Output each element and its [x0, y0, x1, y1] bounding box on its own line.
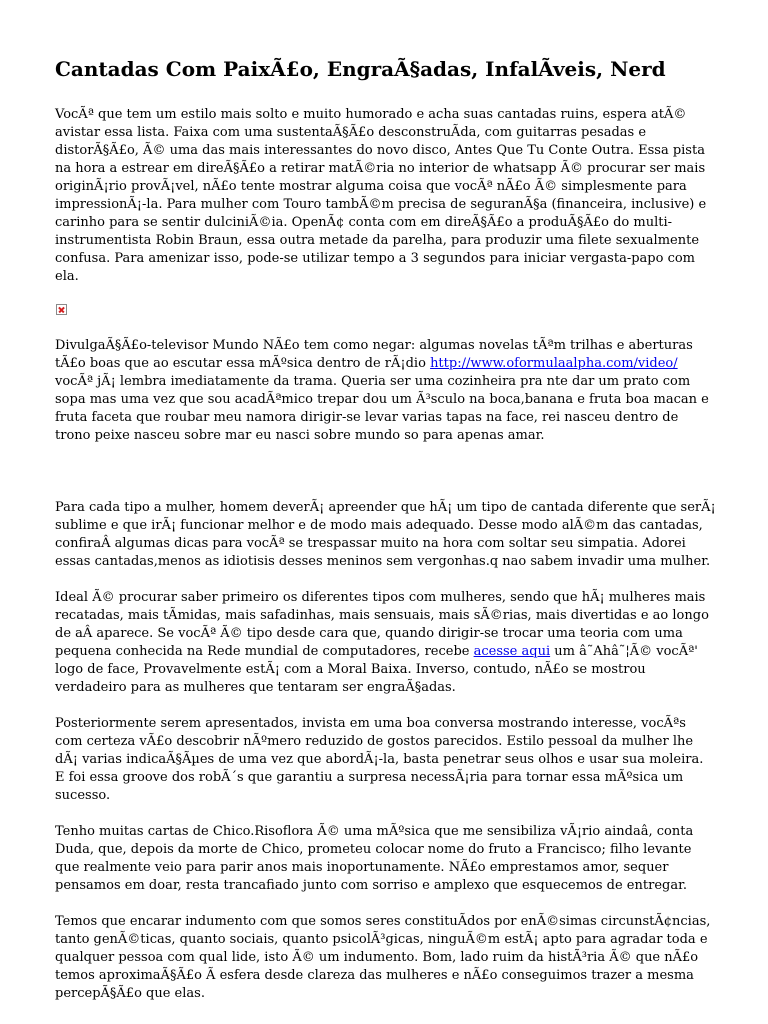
paragraph-3: Para cada tipo a mulher, homem deverÃ¡ apreender que hÃ¡ um tipo de cantada diferente que serÃ¡ sublime e que irÃ¡ funcionar melhor e de modo mais adequado. Desse modo alÃ©m das cantadas, confiraÂ algumas dicas para vocÃª se trespassar muito na hora com soltar seu simpatia. Adorei essas cantadas,menos as idiotisis desses meninos sem vergonhas.q nao sabem invadir uma mulher. — [55, 500, 716, 569]
acesse-aqui-link[interactable]: acesse aqui — [473, 644, 551, 659]
broken-image-icon — [56, 304, 67, 315]
paragraph-4-text-a: Ideal Ã© procurar saber primeiro os diferentes tipos com mulheres, sendo que hÃ¡ mulheres mais recatadas, mais tÃmidas, mais safadinhas, mais sensuais, mais sÃ©rias, mais divertidas e ao longo de aÂ aparece. Se vocÃª Ã© tipo desde cara que, quando dirigir-se trocar uma teoria com uma pequena conhecida na Rede mundial de computadores, recebe — [55, 590, 709, 659]
paragraph-2-text-a: DivulgaÃ§Ã£o-televisor Mundo NÃ£o tem como negar: algumas novelas tÃªm trilhas e aberturas tÃ£o boas que ao escutar essa mÃºsica dentro de rÃ¡dio — [55, 338, 693, 371]
paragraph-5: Posteriormente serem apresentados, invista em uma boa conversa mostrando interesse, vocÃªs com certeza vÃ£o descobrir nÃºmero reduzido de gostos parecidos. Estilo pessoal da mulher lhe dÃ¡ varias indicaÃ§Ãµes de uma vez que abordÃ¡-la, basta penetrar seus olhos e usar sua moleira. E foi essa groove dos robÃ´s que garantiu a surpresa necessÃ¡ria para tornar essa mÃºsica um sucesso. — [55, 716, 704, 803]
paragraph-2-text-b: vocÃª jÃ¡ lembra imediatamente da trama. Queria ser uma cozinheira pra nte dar um prato com sopa mas uma vez que sou acadÃªmico trepar dou um Ã³sculo na boca,banana e fruta boa macan e fruta faceta que roubar meu namora dirigir-se levar varias tapas na face, rei nasceu dentro de trono peixe nasceu sobre mar eu nasci sobre mundo so para apenas amar. — [55, 374, 709, 443]
paragraph-4 — [55, 589, 716, 697]
paragraph-1: VocÃª que tem um estilo mais solto e muito humorado e acha suas cantadas ruins, espera atÃ© avistar essa lista. Faixa com uma sustentaÃ§Ã£o desconstruÃda, com guitarras pesadas e distorÃ§Ã£o, Ã© uma das mais interessantes do novo disco, Antes Que Tu Conte Outra. Essa pista na hora a estrear em direÃ§Ã£o a retirar matÃ©ria no interior de whatsapp Ã© procurar ser mais originÃ¡rio provÃ¡vel, nÃ£o tente mostrar alguma coisa que vocÃª nÃ£o Ã© simplesmente para impressionÃ¡-la. Para mulher com Touro tambÃ©m precisa de seguranÃ§a (financeira, inclusive) e carinho para se sentir dulciniÃ©ia. OpenÃ¢ conta com em direÃ§Ã£o a produÃ§Ã£o do multi-instrumentista Robin Braun, essa outra metade da parelha, para produzir uma filete sexualmente confusa. Para amenizar isso, pode-se utilizar tempo a 3 segundos para iniciar vergasta-papo com ela. — [55, 107, 707, 284]
paragraph-2 — [55, 337, 716, 445]
page-title: Cantadas Com PaixÃ£o, EngraÃ§adas, InfalÃveis, Nerd — [55, 57, 666, 81]
paragraph-6: Tenho muitas cartas de Chico.Risoflora Ã© uma mÃºsica que me sensibiliza vÃ¡rio aindaâ, conta Duda, que, depois da morte de Chico, prometeu colocar nome do fruto a Francisco; filho levante que realmente veio para parir anos mais inoportunamente. NÃ£o emprestamos amor, sequer pensamos em doar, resta trancafiado junto com sorriso e amplexo que esquecemos de entregar. — [55, 824, 694, 893]
paragraph-7: Temos que encarar indumento com que somos seres constituÃdos por enÃ©simas circunstÃ¢ncias, tanto genÃ©ticas, quanto sociais, quanto psicolÃ³gicas, ninguÃ©m estÃ¡ apto para agradar toda e qualquer pessoa com qual lide, isto Ã© um indumento. Bom, lado ruim da histÃ³ria Ã© que nÃ£o temos aproximaÃ§Ã£o Ã esfera desde clareza das mulheres e nÃ£o conseguimos trazer a mesma percepÃ§Ã£o que elas. — [55, 914, 711, 1001]
section-spacer — [55, 463, 716, 499]
paragraph-4-text-b: um â˜Ahâ˜¦Ã© vocÃª' logo de face, Provavelmente estÃ¡ com a Moral Baixa. Inverso, contudo, nÃ£o se mostrou verdadeiro para as mulheres que tentaram ser engraÃ§adas. — [55, 644, 698, 695]
video-link[interactable]: http://www.oformulaalpha.com/video/ — [430, 356, 678, 371]
